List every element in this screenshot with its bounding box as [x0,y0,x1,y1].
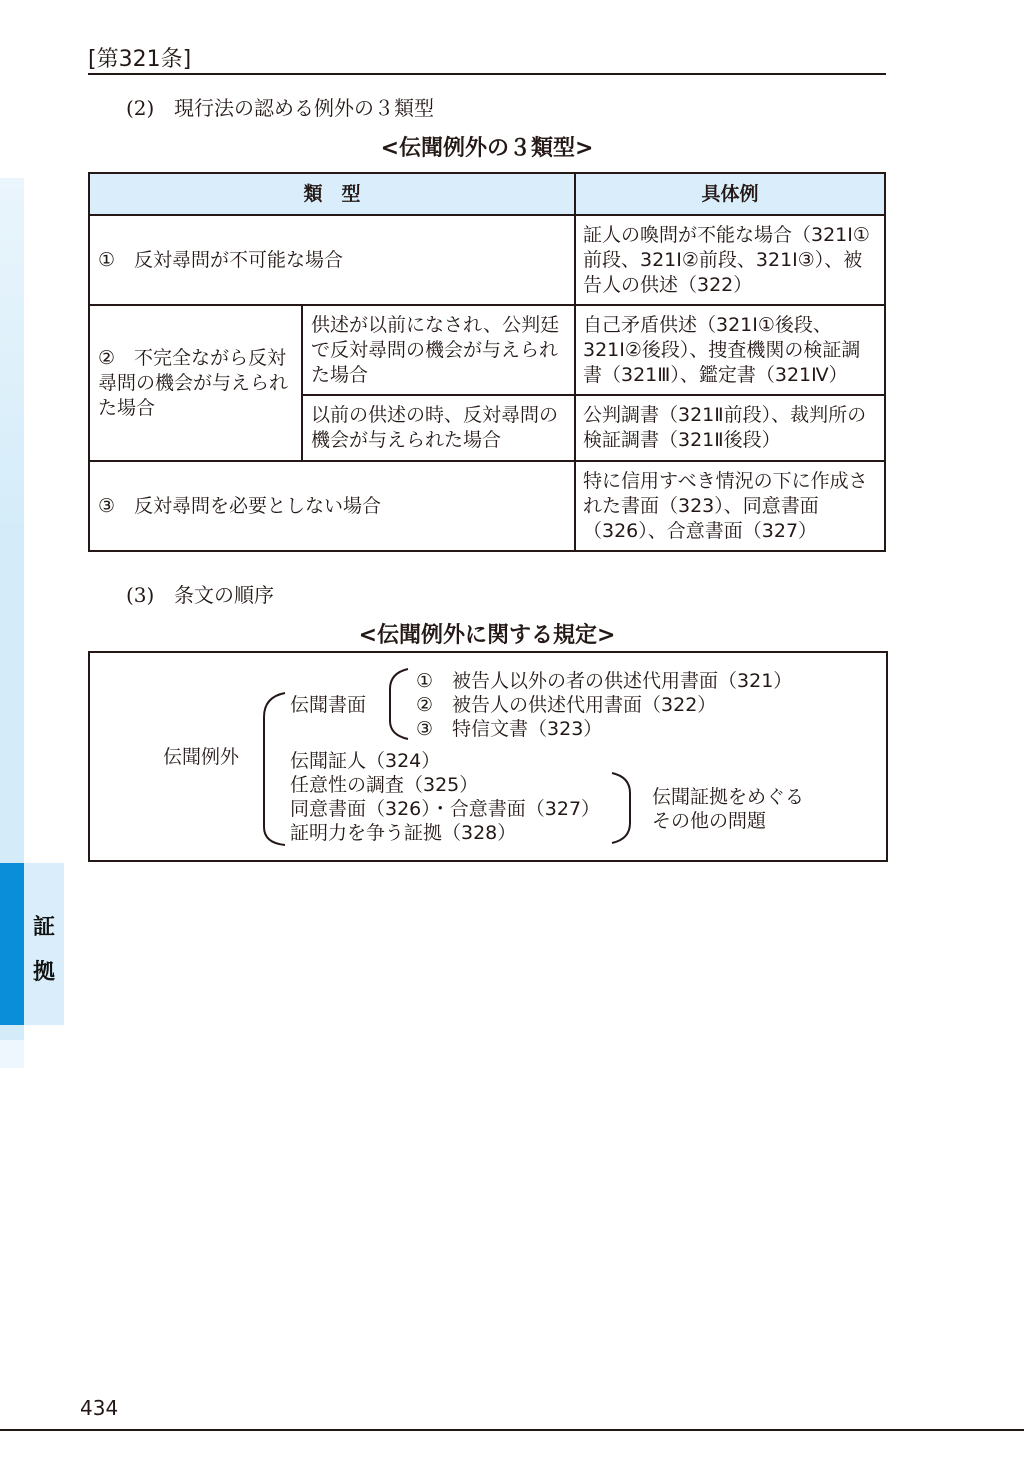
header-type: 類 型 [89,173,575,215]
table-row [89,305,885,395]
example-cell: 自己矛盾供述（321Ⅰ①後段、321Ⅰ②後段）、捜査機関の検証調書（321Ⅲ）、鑑定書（321Ⅳ） [575,305,885,395]
article-header: [第321条] [88,47,192,72]
list-item: 伝聞証人（324） [290,750,441,772]
chapter-tab-marker [0,863,24,1025]
header-rule [88,73,886,75]
list-item: ③ 特信文書（323） [416,718,603,740]
list-item: 同意書面（326）・合意書面（327） [290,798,601,820]
table-row [89,215,885,305]
section-3-heading [126,579,274,608]
hearsay-types-table [88,172,886,552]
other-items-brace [612,773,630,843]
table-row [89,461,885,551]
note-line: 伝聞証拠をめぐる [652,786,805,808]
section-2-heading [126,92,434,121]
diagram-caption: <伝聞例外に関する規定> [358,623,616,648]
section-3-title: 条文の順序 [174,583,274,607]
group-brace [390,669,408,739]
list-item: 任意性の調査（325） [290,774,479,796]
example-cell: 証人の喚問が不能な場合（321Ⅰ①前段、321Ⅰ②前段、321Ⅰ③）、被告人の供述（322） [575,215,885,305]
group-label: 伝聞書面 [290,694,367,716]
table-header-row [89,173,885,215]
list-item: ① 被告人以外の者の供述代用書面（321） [416,670,793,692]
category-cell: ③ 反対尋問を必要としない場合 [89,461,575,551]
note-line: その他の問題 [652,810,767,832]
category-cell: ② 不完全ながら反対尋問の機会が与えられた場合 [89,305,302,461]
category-cell: ① 反対尋問が不可能な場合 [89,215,575,305]
root-label: 伝聞例外 [163,746,240,768]
header-example: 具体例 [575,173,885,215]
table-caption: <伝聞例外の３類型> [380,136,594,161]
page-number: 434 [80,1396,119,1420]
chapter-tab-char-1: 証 [32,915,55,940]
list-item: ② 被告人の供述代用書面（322） [416,694,717,716]
subcategory-cell: 供述が以前になされ、公判廷で反対尋問の機会が与えられた場合 [302,305,575,395]
list-item: 証明力を争う証拠（328） [290,822,517,844]
hearsay-rules-diagram [88,651,888,862]
root-brace [264,693,285,845]
subcategory-cell: 以前の供述の時、反対尋問の機会が与えられた場合 [302,395,575,461]
section-2-number: (2) [126,96,155,120]
example-cell: 特に信用すべき情況の下に作成された書面（323）、同意書面（326）、合意書面（327） [575,461,885,551]
footer-rule [0,1429,1024,1431]
section-2-title: 現行法の認める例外の３類型 [174,96,434,120]
chapter-tab-char-2: 拠 [32,960,55,985]
section-3-number: (3) [126,583,155,607]
example-cell: 公判調書（321Ⅱ前段）、裁判所の検証調書（321Ⅱ後段） [575,395,885,461]
side-index-end [0,1040,24,1068]
